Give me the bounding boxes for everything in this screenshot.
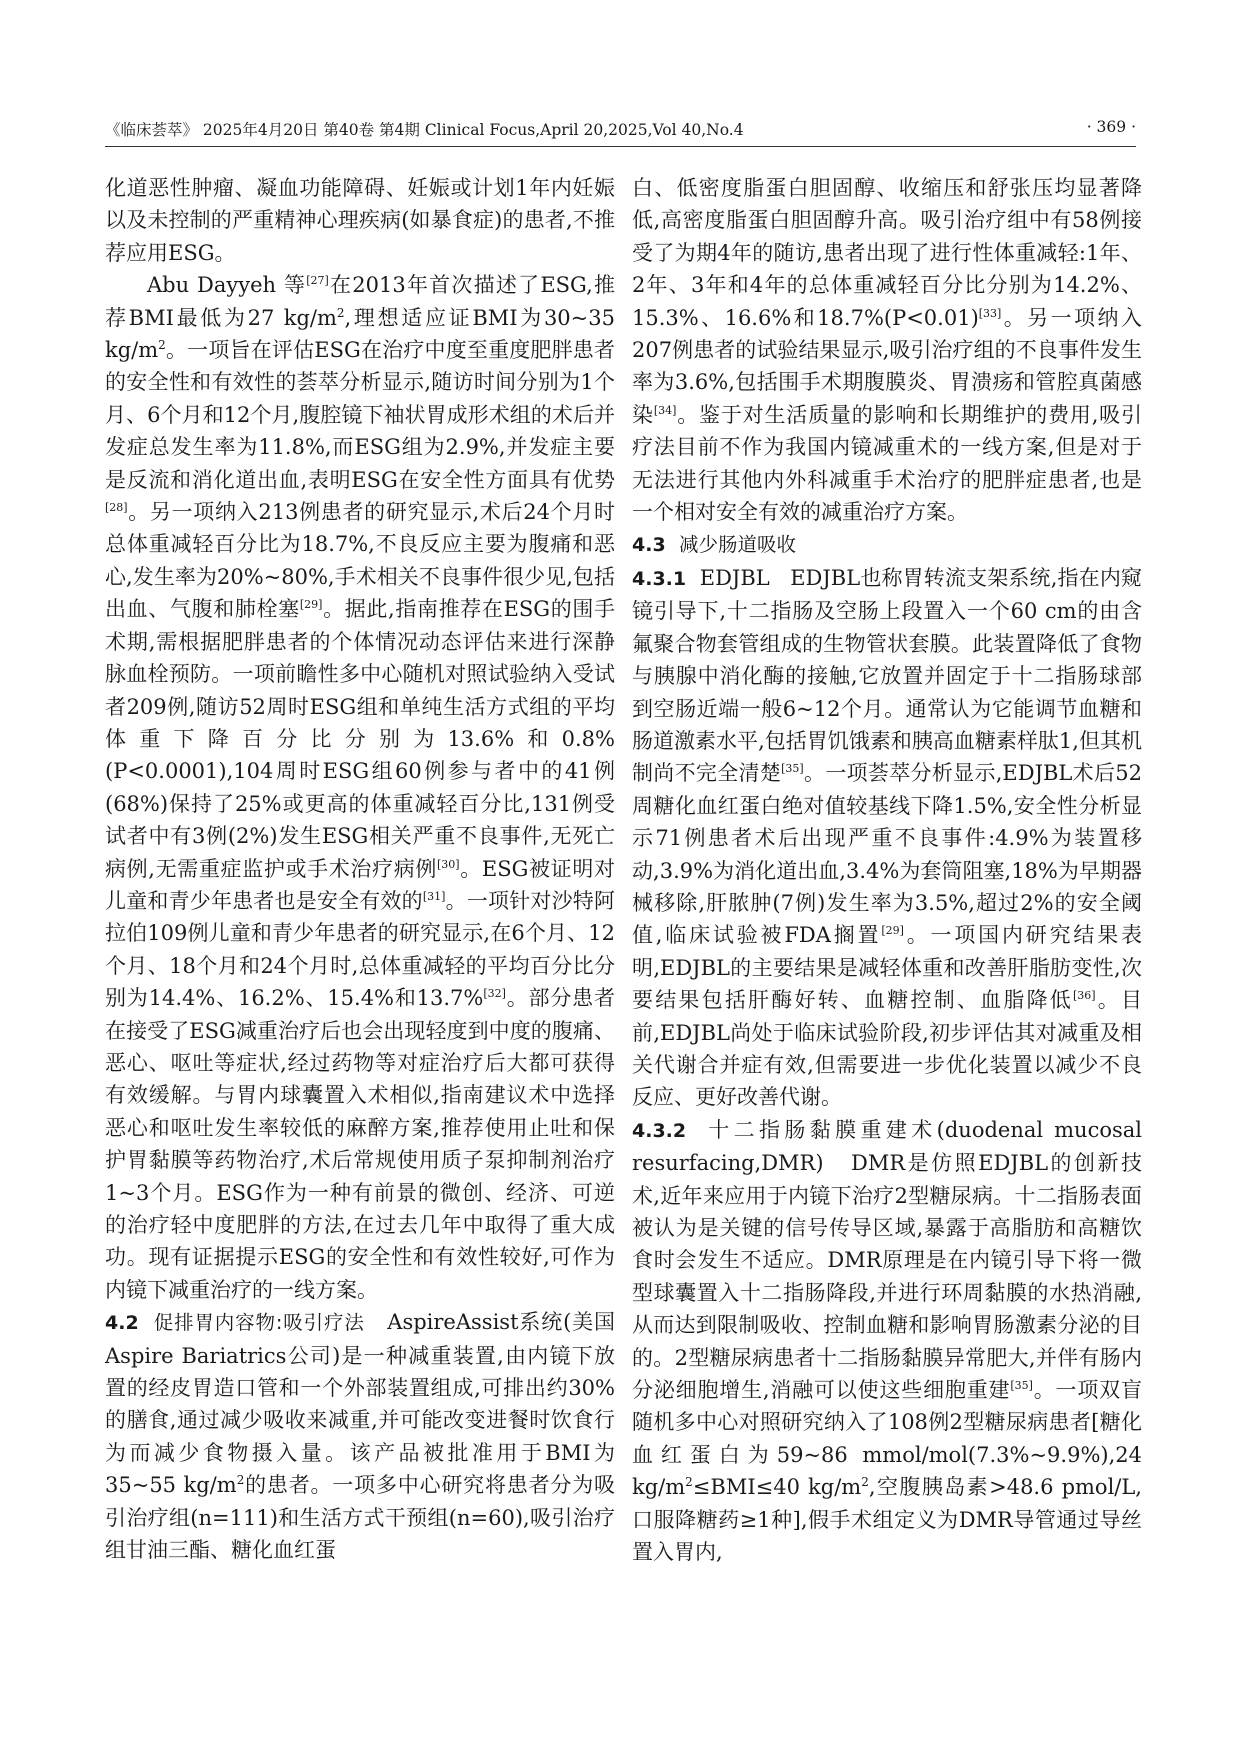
section-heading: 减少肠道吸收 [679,533,797,557]
text: AspireAssist系统(美国Aspire Bariatrics公司)是一种减重装置,由内镜下放置的经皮胃造口管和一个外部装置组成,可排出约30%的膳食,通过减少吸收来减重,并可能改变进餐时饮食行为而减少食物摄入量。该产品被批准用于BMI为35~55 kg/m [105,1310,615,1498]
citation-ref: [29] [881,924,904,938]
superscript: 2 [861,1475,869,1490]
citation-ref: [27] [306,274,329,288]
text: 化道恶性肿瘤、凝血功能障碍、妊娠或计划1年内妊娠以及未控制的严重精神心理疾病(如暴食症)的患者,不推荐应用ESG。 [105,176,615,265]
text: 在2013年首次描述了ESG,推荐BMI最低为27 kg/m [105,273,615,330]
section-number: 4.3.1 [632,567,687,590]
superscript: 2 [685,1475,693,1490]
text: DMR是仿照EDJBL的创新技术,近年来应用于内镜下治疗2型糖尿病。十二指肠表面被认为是关键的信号传导区域,暴露于高脂肪和高糖饮食时会发生不适应。DMR原理是在内镜引导下将一微型球囊置入十二指肠降段,并进行环周黏膜的水热消融,从而达到限制吸收、控制血糖和影响胃肠激素分泌的目的。2型糖尿病患者十二指肠黏膜异常肥大,并伴有肠内分泌细胞增生,消融可以使这些细胞重建 [632,1151,1142,1403]
text: EDJBL也称胃转流支架系统,指在内窥镜引导下,十二指肠及空肠上段置入一个60 cm的由含氟聚合物套管组成的生物管状套膜。此装置降低了食物与胰腺中消化酶的接触,它放置并固定于十二指肠球部到空肠近端一般6~12个月。通常认为它能调节血糖和肠道激素水平,包括胃饥饿素和胰高血糖素样肽1,但其机制尚不完全清楚 [632,565,1142,786]
text: 。ESG被证明对儿童和青少年患者也是安全有效的 [105,856,615,913]
section-number: 4.3 [632,534,666,557]
text: 。一项针对沙特阿拉伯109例儿童和青少年患者的研究显示,在6个月、12个月、18个月和24个月时,总体重减轻的平均百分比分别为14.4%、16.2%、15.4%和13.7% [105,888,616,1011]
journal-citation: 《临床荟萃》 2025年4月20日 第40卷 第4期 Clinical Focus,April 20,2025,Vol 40,No.4 [105,121,744,139]
superscript: 2 [158,338,166,353]
superscript: 2 [236,1473,245,1488]
text: ≤BMI≤40 kg/m [692,1475,862,1500]
running-header [105,110,1136,150]
citation-ref: [30] [437,857,460,871]
text: 。一项旨在评估ESG在治疗中度至重度肥胖患者的安全性和有效性的荟萃分析显示,随访时间分别为1个月、6个月和12个月,腹腔镜下袖状胃成形术组的术后并发症总发生率为11.8%,而ESG组为2.9%,并发症主要是反流和消化道出血,表明ESG在安全性方面具有优势 [105,338,615,492]
section-heading: EDJBL [699,565,770,590]
heading [632,528,1142,561]
paragraph [105,172,615,269]
citation-ref: [35] [1010,1379,1033,1393]
paragraph [105,1306,615,1566]
section-number: 4.2 [105,1312,139,1335]
text: 的患者。一项多中心研究将患者分为吸引治疗组(n=111)和生活方式干预组(n=60),吸引治疗组甘油三酯、糖化血红蛋 [105,1473,616,1563]
text: 。另一项纳入213例患者的研究显示,术后24个月时总体重减轻百分比为18.7%,不良反应主要为腹痛和恶心,发生率为20%~80%,手术相关不良事件很少见,包括出血、气腹和肺栓塞 [105,500,615,622]
paragraph [105,269,615,1306]
text: 白、低密度脂蛋白胆固醇、收缩压和舒张压均显著降低,高密度脂蛋白胆固醇升高。吸引治疗组中有58例接受了为期4年的随访,患者出现了进行性体重减轻:1年、2年、3年和4年的总体重减轻百分比分别为14.2%、15.3%、16.6%和18.7%(P<0.01) [632,176,1142,330]
superscript: 2 [336,305,345,320]
paragraph [632,172,1142,528]
text: 。鉴于对生活质量的影响和长期维护的费用,吸引疗法目前不作为我国内镜减重术的一线方案,但是对于无法进行其他内外科减重手术治疗的肥胖症患者,也是一个相对安全有效的减重治疗方案。 [632,402,1143,525]
text: 。一项荟萃分析显示,EDJBL术后52周糖化血红蛋白绝对值较基线下降1.5%,安全性分析显示71例患者术后出现严重不良事件:4.9%为装置移动,3.9%为消化道出血,3.4%为套筒阻塞,18%为早期器械移除,肝脓肿(7例)发生率为3.5%,超过2%的安全阈值,临床试验被FDA搁置 [632,761,1143,948]
citation-ref: [32] [483,987,506,1001]
section-heading: 十二指肠黏膜重建术(duodenal mucosal resurfacing,DMR) [632,1117,1143,1176]
text: ,空腹胰岛素>48.6 pmol/L,口服降糖药≥1种],假手术组定义为DMR导管通过导丝置入胃内, [632,1475,1142,1565]
section-heading: 促排胃内容物:吸引疗法 [153,1311,365,1335]
citation-ref: [33] [978,306,1002,320]
text: 。一项双盲随机多中心对照研究纳入了108例2型糖尿病患者[糖化血红蛋白为59~86 mmol/mol(7.3%~9.9%),24 kg/m [632,1378,1142,1500]
citation-ref: [29] [299,598,323,612]
header-rule [105,146,1136,147]
section-number: 4.3.2 [632,1119,687,1142]
text: 。据此,指南推荐在ESG的围手术期,需根据肥胖患者的个体情况动态评估来进行深静脉血栓预防。一项前瞻性多中心随机对照试验纳入受试者209例,随访52周时ESG组和单纯生活方式组的平均体重下降百分比分别为13.6%和0.8%(P<0.0001),104周时ESG组60例参与者中的41例(68%)保持了25%或更高的体重减轻百分比,131例受试者中有3例(2%)发生ESG相关严重不良事件,无死亡病例,无需重症监护或手术治疗病例 [105,597,615,881]
citation-ref: [36] [1073,989,1096,1003]
text: 。目前,EDJBL尚处于临床试验阶段,初步评估其对减重及相关代谢合并症有效,但需要进一步优化装置以减少不良反应、更好改善代谢。 [632,988,1143,1110]
paragraph [632,562,1142,1114]
text: Abu Dayyeh 等 [147,273,307,298]
citation-ref: [34] [653,403,677,417]
text: 。部分患者在接受了ESG减重治疗后也会出现轻度到中度的腹痛、恶心、呕吐等症状,经过药物等对症治疗后大都可获得有效缓解。与胃内球囊置入术相似,指南建议术中选择恶心和呕吐发生率较低的麻醉方案,推荐使用止吐和保护胃黏膜等药物治疗,术后常规使用质子泵抑制剂治疗1~3个月。ESG作为一种有前景的微创、经济、可逆的治疗轻中度肥胖的方法,在过去几年中取得了重大成功。现有证据提示ESG的安全性和有效性较好,可作为内镜下减重治疗的一线方案。 [105,986,615,1302]
page-number: · 369 · [1086,118,1136,136]
citation-ref: [28] [105,501,128,515]
text: 。一项国内研究结果表明,EDJBL的主要结果是减轻体重和改善肝脂肪变性,次要结果包括肝酶好转、血糖控制、血脂降低 [632,923,1142,1013]
citation-ref: [31] [422,889,446,903]
left-column [105,172,615,1566]
text: 。另一项纳入207例患者的试验结果显示,吸引治疗组的不良事件发生率为3.6%,包括围手术期腹膜炎、胃溃疡和管腔真菌感染 [632,305,1142,427]
right-column [632,172,1142,1568]
paragraph [632,1114,1142,1569]
text: ,理想适应证BMI为30~35 kg/m [105,305,615,363]
citation-ref: [35] [781,762,804,776]
